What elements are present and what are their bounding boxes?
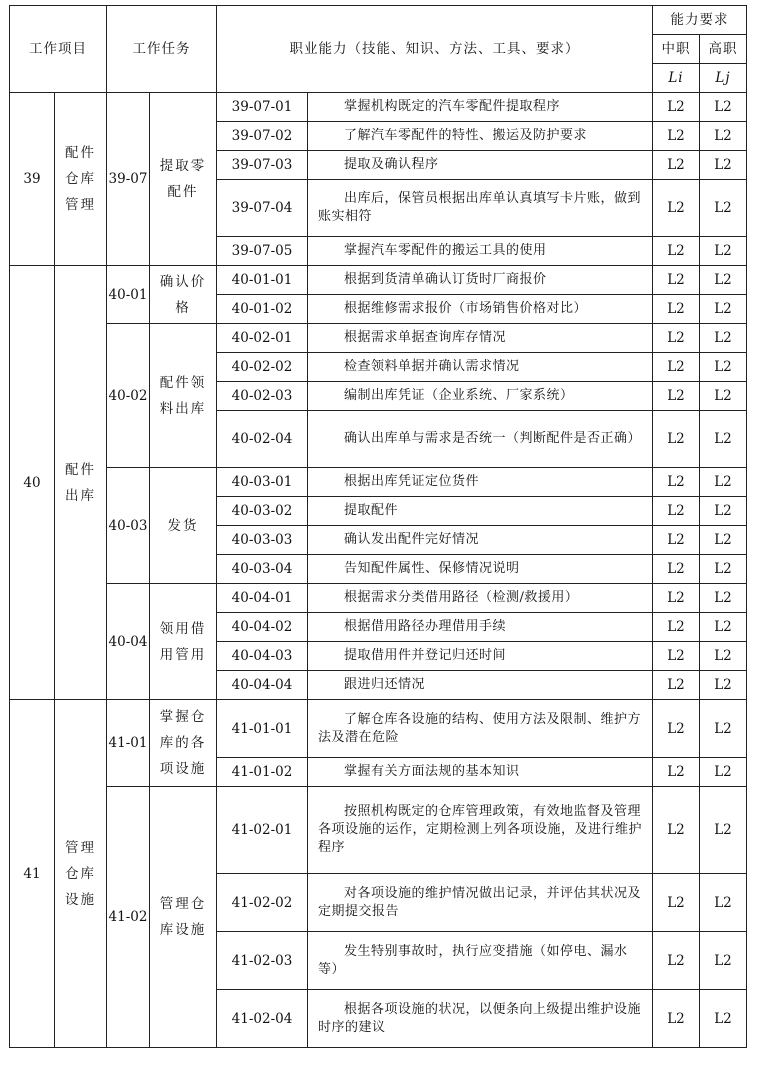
ability-code: 39-07-03 bbox=[217, 151, 308, 180]
task-name: 配件领料出库 bbox=[150, 324, 217, 468]
ability-text: 按照机构既定的仓库管理政策，有效地监督及管理各项设施的运作，定期检测上列各项设施，及进行维护程序 bbox=[308, 787, 653, 874]
ability-text: 掌握有关方面法规的基本知识 bbox=[308, 758, 653, 787]
ability-text: 根据需求分类借用路径（检测/救援用） bbox=[308, 584, 653, 613]
level-high: L2 bbox=[700, 990, 747, 1048]
project-name: 配件出库 bbox=[55, 266, 107, 700]
ability-code: 39-07-02 bbox=[217, 122, 308, 151]
ability-text: 提取配件 bbox=[308, 497, 653, 526]
header-high: 高职 bbox=[700, 35, 747, 64]
ability-code: 41-02-03 bbox=[217, 932, 308, 990]
project-name: 配件仓库管理 bbox=[55, 93, 107, 266]
ability-code: 40-04-01 bbox=[217, 584, 308, 613]
level-mid: L2 bbox=[653, 787, 700, 874]
level-mid: L2 bbox=[653, 468, 700, 497]
task-code: 40-04 bbox=[107, 584, 150, 700]
level-high: L2 bbox=[700, 324, 747, 353]
ability-code: 40-03-04 bbox=[217, 555, 308, 584]
ability-text: 掌握机构既定的汽车零配件提取程序 bbox=[308, 93, 653, 122]
task-code: 40-02 bbox=[107, 324, 150, 468]
task-name: 提取零配件 bbox=[150, 93, 217, 266]
level-high: L2 bbox=[700, 180, 747, 237]
ability-code: 40-03-01 bbox=[217, 468, 308, 497]
level-high: L2 bbox=[700, 700, 747, 758]
project-number: 39 bbox=[10, 93, 55, 266]
task-name: 确认价格 bbox=[150, 266, 217, 324]
level-mid: L2 bbox=[653, 555, 700, 584]
ability-code: 40-02-04 bbox=[217, 411, 308, 468]
level-high: L2 bbox=[700, 411, 747, 468]
level-mid: L2 bbox=[653, 584, 700, 613]
ability-text: 提取及确认程序 bbox=[308, 151, 653, 180]
level-mid: L2 bbox=[653, 642, 700, 671]
task-code: 40-03 bbox=[107, 468, 150, 584]
level-mid: L2 bbox=[653, 295, 700, 324]
competency-table bbox=[9, 5, 747, 1048]
ability-text: 根据需求单据查询库存情况 bbox=[308, 324, 653, 353]
ability-text: 了解汽车零配件的特性、搬运及防护要求 bbox=[308, 122, 653, 151]
ability-text: 根据到货清单确认订货时厂商报价 bbox=[308, 266, 653, 295]
level-high: L2 bbox=[700, 266, 747, 295]
ability-code: 40-02-03 bbox=[217, 382, 308, 411]
ability-code: 41-01-02 bbox=[217, 758, 308, 787]
ability-text: 发生特别事故时，执行应变措施（如停电、漏水等） bbox=[308, 932, 653, 990]
table-row bbox=[10, 468, 747, 497]
level-high: L2 bbox=[700, 93, 747, 122]
table-row bbox=[10, 700, 747, 758]
table-row bbox=[10, 787, 747, 874]
task-name: 管理仓库设施 bbox=[150, 787, 217, 1048]
level-mid: L2 bbox=[653, 237, 700, 266]
task-code: 41-01 bbox=[107, 700, 150, 787]
level-mid: L2 bbox=[653, 497, 700, 526]
ability-code: 40-04-04 bbox=[217, 671, 308, 700]
level-high: L2 bbox=[700, 497, 747, 526]
level-mid: L2 bbox=[653, 353, 700, 382]
level-high: L2 bbox=[700, 151, 747, 180]
level-mid: L2 bbox=[653, 526, 700, 555]
level-high: L2 bbox=[700, 671, 747, 700]
ability-text: 出库后，保管员根据出库单认真填写卡片账，做到账实相符 bbox=[308, 180, 653, 237]
level-mid: L2 bbox=[653, 990, 700, 1048]
level-mid: L2 bbox=[653, 700, 700, 758]
header-mid: 中职 bbox=[653, 35, 700, 64]
ability-text: 确认出库单与需求是否统一（判断配件是否正确） bbox=[308, 411, 653, 468]
project-name: 管理仓库设施 bbox=[55, 700, 107, 1048]
ability-text: 跟进归还情况 bbox=[308, 671, 653, 700]
level-mid: L2 bbox=[653, 874, 700, 932]
header-ability: 职业能力（技能、知识、方法、工具、要求） bbox=[217, 6, 653, 93]
ability-code: 39-07-01 bbox=[217, 93, 308, 122]
ability-code: 40-04-03 bbox=[217, 642, 308, 671]
ability-code: 40-03-02 bbox=[217, 497, 308, 526]
header-requirement: 能力要求 bbox=[653, 6, 747, 35]
level-mid: L2 bbox=[653, 180, 700, 237]
ability-code: 40-02-02 bbox=[217, 353, 308, 382]
ability-text: 编制出库凭证（企业系统、厂家系统） bbox=[308, 382, 653, 411]
level-mid: L2 bbox=[653, 266, 700, 295]
ability-text: 提取借用件并登记归还时间 bbox=[308, 642, 653, 671]
level-mid: L2 bbox=[653, 151, 700, 180]
header-row-1 bbox=[10, 6, 747, 35]
level-mid: L2 bbox=[653, 671, 700, 700]
level-high: L2 bbox=[700, 526, 747, 555]
header-lj: Lj bbox=[700, 64, 747, 93]
table-row bbox=[10, 93, 747, 122]
ability-text: 掌握汽车零配件的搬运工具的使用 bbox=[308, 237, 653, 266]
task-name: 掌握仓库的各项设施 bbox=[150, 700, 217, 787]
ability-code: 39-07-05 bbox=[217, 237, 308, 266]
ability-code: 40-04-02 bbox=[217, 613, 308, 642]
level-mid: L2 bbox=[653, 613, 700, 642]
level-high: L2 bbox=[700, 382, 747, 411]
header-project: 工作项目 bbox=[10, 6, 107, 93]
task-name: 领用借用管用 bbox=[150, 584, 217, 700]
table-row bbox=[10, 324, 747, 353]
level-high: L2 bbox=[700, 874, 747, 932]
task-name: 发货 bbox=[150, 468, 217, 584]
level-high: L2 bbox=[700, 122, 747, 151]
level-high: L2 bbox=[700, 584, 747, 613]
level-mid: L2 bbox=[653, 382, 700, 411]
level-high: L2 bbox=[700, 237, 747, 266]
ability-text: 根据维修需求报价（市场销售价格对比） bbox=[308, 295, 653, 324]
level-mid: L2 bbox=[653, 324, 700, 353]
ability-code: 40-03-03 bbox=[217, 526, 308, 555]
ability-code: 40-01-01 bbox=[217, 266, 308, 295]
level-mid: L2 bbox=[653, 122, 700, 151]
level-mid: L2 bbox=[653, 411, 700, 468]
level-high: L2 bbox=[700, 613, 747, 642]
header-li: Li bbox=[653, 64, 700, 93]
ability-code: 41-01-01 bbox=[217, 700, 308, 758]
level-mid: L2 bbox=[653, 93, 700, 122]
ability-text: 确认发出配件完好情况 bbox=[308, 526, 653, 555]
level-mid: L2 bbox=[653, 758, 700, 787]
ability-text: 对各项设施的维护情况做出记录，并评估其状况及定期提交报告 bbox=[308, 874, 653, 932]
level-mid: L2 bbox=[653, 932, 700, 990]
task-code: 40-01 bbox=[107, 266, 150, 324]
ability-text: 告知配件属性、保修情况说明 bbox=[308, 555, 653, 584]
level-high: L2 bbox=[700, 353, 747, 382]
ability-code: 41-02-02 bbox=[217, 874, 308, 932]
ability-code: 41-02-04 bbox=[217, 990, 308, 1048]
table-row bbox=[10, 584, 747, 613]
task-code: 39-07 bbox=[107, 93, 150, 266]
level-high: L2 bbox=[700, 642, 747, 671]
competency-table-sheet bbox=[9, 5, 747, 1048]
level-high: L2 bbox=[700, 555, 747, 584]
level-high: L2 bbox=[700, 932, 747, 990]
level-high: L2 bbox=[700, 468, 747, 497]
task-code: 41-02 bbox=[107, 787, 150, 1048]
ability-code: 41-02-01 bbox=[217, 787, 308, 874]
level-high: L2 bbox=[700, 758, 747, 787]
ability-code: 40-01-02 bbox=[217, 295, 308, 324]
ability-text: 根据借用路径办理借用手续 bbox=[308, 613, 653, 642]
table-body bbox=[10, 6, 747, 1048]
project-number: 41 bbox=[10, 700, 55, 1048]
ability-code: 40-02-01 bbox=[217, 324, 308, 353]
ability-text: 根据各项设施的状况，以便条向上级提出维护设施时序的建议 bbox=[308, 990, 653, 1048]
table-row bbox=[10, 266, 747, 295]
project-number: 40 bbox=[10, 266, 55, 700]
header-task: 工作任务 bbox=[107, 6, 217, 93]
ability-text: 了解仓库各设施的结构、使用方法及限制、维护方法及潜在危险 bbox=[308, 700, 653, 758]
ability-text: 根据出库凭证定位货件 bbox=[308, 468, 653, 497]
ability-code: 39-07-04 bbox=[217, 180, 308, 237]
ability-text: 检查领料单据并确认需求情况 bbox=[308, 353, 653, 382]
level-high: L2 bbox=[700, 787, 747, 874]
level-high: L2 bbox=[700, 295, 747, 324]
